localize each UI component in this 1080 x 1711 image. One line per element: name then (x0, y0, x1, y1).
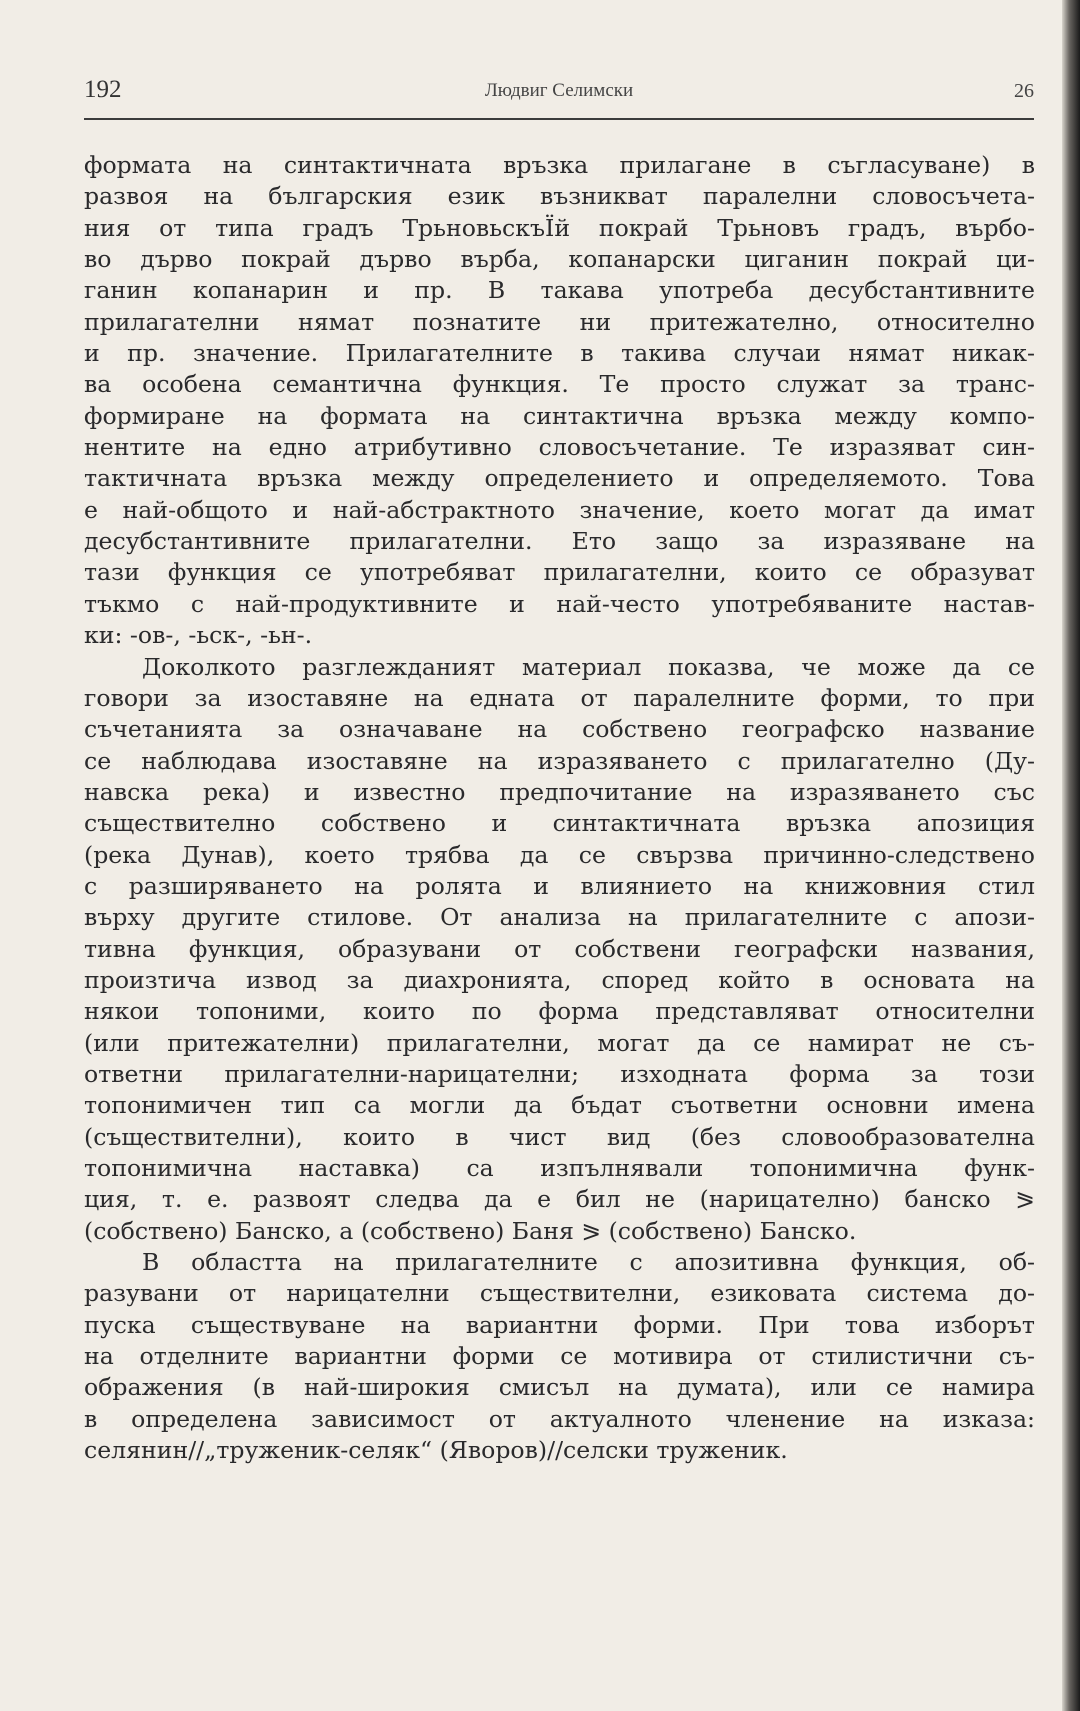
text-line: развоя на българския език възникват паралелни словосъчета- (84, 182, 1035, 211)
book-spine-edge (1062, 0, 1080, 1711)
text-line: (собствено) Банско, а (собствено) Баня ⪖ (собствено) Банско. (84, 1216, 857, 1245)
signature-mark: 26 (1014, 80, 1034, 102)
text-line: (река Дунав), което трябва да се свързва причинно-следствено (84, 840, 1035, 869)
text-line: формиране на формата на синтактична връзка между компо- (84, 401, 1035, 430)
paragraph (84, 1247, 1035, 1466)
text-line: (съществителни), които в чист вид (без словообразователна (84, 1122, 1035, 1151)
text-line: произтича извод за диахронията, според който в основата на (84, 965, 1035, 994)
text-line: ответни прилагателни-нарицателни; изходната форма за този (84, 1059, 1035, 1088)
text-line: разувани от нарицателни съществителни, езиковата система до- (84, 1279, 1035, 1308)
text-line: нентите на едно атрибутивно словосъчетание. Те изразяват син- (84, 433, 1035, 462)
text-line: говори за изоставяне на едната от паралелните форми, то при (84, 683, 1035, 712)
paragraph (84, 652, 1035, 1248)
text-line: на отделните вариантни форми се мотивира от стилистични съ- (84, 1342, 1035, 1371)
text-line: е най-общото и най-абстрактното значение, което могат да имат (84, 495, 1035, 524)
text-line: десубстантивните прилагателни. Ето защо за изразяване на (84, 527, 1035, 556)
text-line: селянин//„труженик-селяк“ (Яворов)//селски труженик. (84, 1436, 788, 1465)
text-line: се наблюдава изоставяне на изразяването с прилагателно (Ду- (84, 746, 1035, 775)
text-line: с разширяването на ролята и влиянието на книжовния стил (84, 871, 1035, 900)
text-line: върху другите стилове. От анализа на прилагателните с апози- (84, 903, 1035, 932)
paragraph (84, 150, 1035, 652)
text-line: съчетанията за означаване на собствено географско название (84, 715, 1035, 744)
text-line: (или притежателни) прилагателни, могат да се намират не съ- (84, 1028, 1035, 1057)
text-line: пуска съществуване на вариантни форми. При това изборът (84, 1310, 1035, 1339)
text-line: навска река) и известно предпочитание на изразяването със (84, 777, 1035, 806)
text-line: тъкмо с най-продуктивните и най-често употребяваните настав- (84, 589, 1035, 618)
body-text (84, 150, 1035, 1466)
text-line: тактичната връзка между определението и определяемото. Това (84, 464, 1035, 493)
text-line: ганин копанарин и пр. В такава употреба десубстантивните (84, 276, 1035, 305)
text-line: топонимична наставка) са изпълнявали топонимична функ- (84, 1154, 1035, 1182)
text-line: в определена зависимост от актуалното членение на изказа: (84, 1404, 1035, 1433)
text-line: някои топоними, които по форма представляват относителни (84, 997, 1035, 1026)
text-line: тази функция се употребяват прилагателни, които се образуват (84, 558, 1035, 587)
text-line: тивна функция, образувани от собствени географски названия, (84, 934, 1035, 963)
text-line: формата на синтактичната връзка прилагане в съгласуване) в (84, 151, 1035, 179)
text-line: прилагателни нямат познатите ни притежателно, относително (84, 307, 1035, 336)
text-line: ния от типа градъ ТрьновьскъЇй покрай Трьновъ градъ, върбо- (84, 213, 1035, 242)
text-line: съществително собствено и синтактичната връзка апозиция (84, 809, 1035, 838)
page-number: 192 (84, 76, 122, 103)
text-line: ция, т. е. развоят следва да е бил не (нарицателно) банско ⪖ (84, 1185, 1035, 1214)
text-line: и пр. значение. Прилагателните в такива случаи нямат никак- (84, 339, 1035, 368)
text-line: во дърво покрай дърво върба, копанарски циганин покрай ци- (84, 245, 1035, 274)
text-line: топонимичен тип са могли да бъдат съответни основни имена (84, 1091, 1035, 1120)
text-line: ва особена семантична функция. Те просто служат за транс- (84, 370, 1035, 399)
text-line: ки: -ов-, -ьск-, -ьн-. (84, 621, 313, 650)
running-head: Людвиг Селимски (484, 80, 634, 101)
header-rule (84, 118, 1034, 120)
text-line: В областта на прилагателните с апозитивна функция, об- (142, 1248, 1035, 1277)
text-line: ображения (в най-широкия смисъл на думата), или се намира (84, 1373, 1035, 1402)
text-line: Доколкото разглежданият материал показва, че може да се (142, 652, 1035, 681)
page-header (84, 76, 1034, 110)
